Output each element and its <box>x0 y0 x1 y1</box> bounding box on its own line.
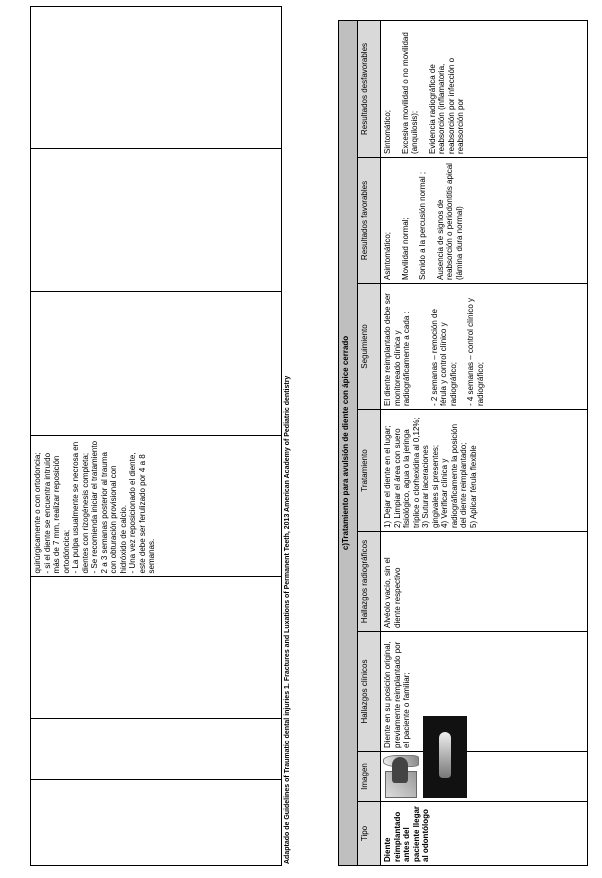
favorable-line: Asintomático; <box>383 231 392 280</box>
imagen-cell <box>381 752 588 802</box>
tratamiento-step: 3) Suturar laceraciones gingivales si presentes; <box>421 444 440 528</box>
table-cell <box>31 577 282 718</box>
source-caption: Adaptado de Guidelines of Traumatic dental injuries 1. Fractures and Luxations of Permanent Teeth, 2013 American Academy of Pediatric dentistry <box>284 375 291 864</box>
column-header-hallazgos-radiograficos: Hallazgos radiográficos <box>358 532 381 632</box>
favorable-line: Sonido a la percusión normal ; <box>418 171 427 280</box>
avulsion-table <box>338 21 588 866</box>
favorable-line: Ausencia de signos de reabsorción o periodontitis apical (lámina dura normal) <box>435 163 464 280</box>
tooth-section-image <box>385 772 417 799</box>
tipo-cell: Diente reimplantado antes del paciente llegar al odontólogo <box>381 802 588 866</box>
table-cell: quirúrgicamente o con ortodoncia; - si el diente se encuentra intruído más de 7 mm, realizar reposición ortodóncica; - La pulpa usualmente se necrosa en dientes con rizogénesis completa; - Se recomienda iniciar el tratamiento 2 a 3 semanas posterior al trauma con obturación provisional con hidróxido de calcio. - Una vez reposicionado el diente, este debe ser ferulizado por 4 a 8 semanas. <box>31 435 282 576</box>
table-cell <box>31 148 282 292</box>
column-header-resultados-desfavorables: Resultados desfavorables <box>358 20 381 157</box>
desfavorable-line: Evidencia radiográfica de reabsorción (inflamatoria, reabsorción por infección o reabsorción por <box>427 57 465 154</box>
resultados-desfavorables-cell <box>381 20 588 157</box>
favorable-line: Movilidad normal; <box>400 217 410 280</box>
seguimiento-cell <box>381 284 588 410</box>
resultados-favorables-cell <box>381 158 588 284</box>
seguimiento-line: El diente reimplantado debe ser monitoreado clínica y radiográficamente a cada : <box>383 293 411 406</box>
tratamiento-cell <box>381 410 588 532</box>
column-header-imagen: Imagen <box>358 752 381 802</box>
table-row <box>381 20 588 865</box>
tratamiento-step: 5) Aplicar férula flexible <box>468 445 478 528</box>
tratamiento-step: 2) Limpiar el área con suero fisiológico, agua o la jeringa tríplice o clorhexidina al 0,12%; <box>392 417 421 528</box>
table-cell <box>31 780 282 866</box>
column-header-seguimiento: Seguimiento <box>358 284 381 410</box>
table-cell <box>31 7 282 149</box>
column-header-hallazgos-clinicos: Hallazgos clínicos <box>358 632 381 752</box>
table-cell <box>31 292 282 436</box>
table-cell <box>31 718 282 779</box>
hallazgos-clinicos-cell: Diente en su posición original, previamente reimplantado por el paciente o familiar; <box>381 632 588 752</box>
continuation-table <box>30 6 282 866</box>
radiograph-image <box>423 716 467 798</box>
desfavorable-line: Excesiva movilidad o no movilidad (anquilosis); <box>400 32 419 154</box>
seguimiento-line: - 4 semanas – control clínico y radiográfico; <box>466 297 485 406</box>
seguimiento-line: - 2 semanas – remoción de férula y control clínico y radiográfico; <box>429 309 458 406</box>
tratamiento-step: 4) Verificar clínica y radiográficamente la posición del diente reimplantado; <box>440 423 468 528</box>
column-header-tipo: Tipo <box>358 802 381 866</box>
hallazgos-radiograficos-cell: Alvéolo vacío, sin el diente respectivo <box>381 532 588 632</box>
table-title: c)Tratamiento para avulsión de diente con ápice cerrado <box>339 20 358 865</box>
column-header-tratamiento: Tratamiento <box>358 410 381 532</box>
tratamiento-step: 1) Dejar el diente en el lugar; <box>383 425 392 528</box>
column-header-resultados-favorables: Resultados favorables <box>358 158 381 284</box>
desfavorable-line: Sintomático; <box>383 109 392 154</box>
